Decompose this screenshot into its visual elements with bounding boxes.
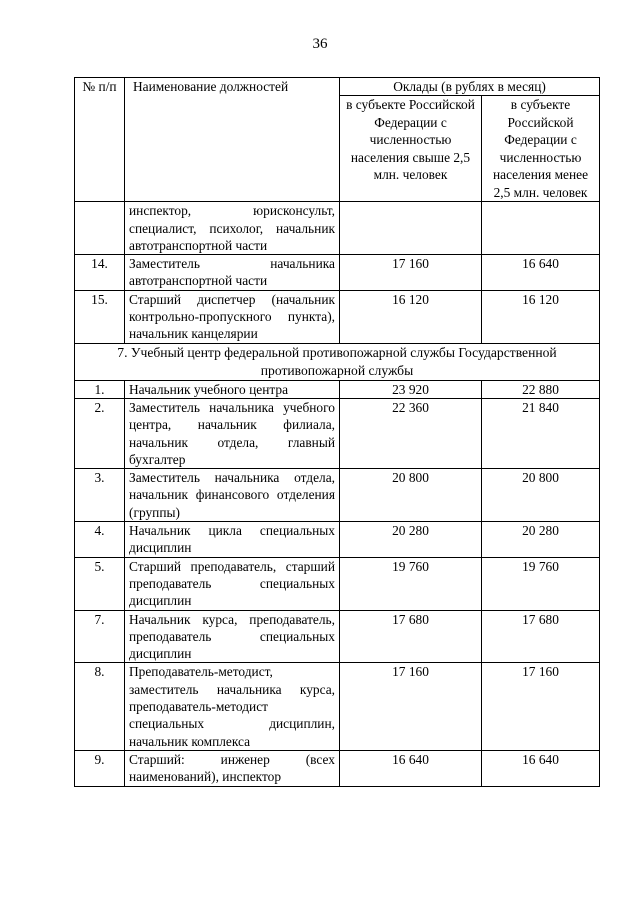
salary-table xyxy=(74,77,600,787)
row-number xyxy=(75,202,125,255)
row-salary-under: 17 680 xyxy=(482,610,600,663)
row-salary-under: 21 840 xyxy=(482,398,600,468)
table-row xyxy=(75,398,600,468)
row-position: Старший преподаватель, старший преподаватель специальных дисциплин xyxy=(125,557,340,610)
row-salary-over xyxy=(340,202,482,255)
row-position: Заместитель начальника автотранспортной части xyxy=(125,255,340,291)
row-number: 4. xyxy=(75,522,125,558)
col-header-number: № п/п xyxy=(75,78,125,202)
row-salary-under xyxy=(482,202,600,255)
table-row xyxy=(75,557,600,610)
row-salary-under: 16 640 xyxy=(482,750,600,786)
row-salary-over: 16 640 xyxy=(340,750,482,786)
table-row xyxy=(75,522,600,558)
row-number: 1. xyxy=(75,380,125,398)
row-position: Старший: инженер (всех наименований), инспектор xyxy=(125,750,340,786)
row-number: 5. xyxy=(75,557,125,610)
row-number: 8. xyxy=(75,663,125,750)
row-salary-over: 17 160 xyxy=(340,663,482,750)
row-salary-under: 19 760 xyxy=(482,557,600,610)
row-salary-under: 22 880 xyxy=(482,380,600,398)
row-number: 3. xyxy=(75,469,125,522)
row-salary-under: 16 120 xyxy=(482,290,600,343)
col-header-salary: Оклады (в рублях в месяц) xyxy=(340,78,600,96)
table-row xyxy=(75,750,600,786)
row-position: инспектор, юрисконсульт, специалист, психолог, начальник автотранспортной части xyxy=(125,202,340,255)
row-salary-over: 23 920 xyxy=(340,380,482,398)
row-position: Преподаватель-методист, заместитель начальника курса, преподаватель-методист специальных дисциплин, начальник комплекса xyxy=(125,663,340,750)
page-number: 36 xyxy=(312,36,328,52)
col-header-population-under: в субъекте Российской Федерации с численностью населения менее 2,5 млн. человек xyxy=(482,96,600,202)
table-row xyxy=(75,255,600,291)
table-row xyxy=(75,469,600,522)
table-row xyxy=(75,610,600,663)
section-row xyxy=(75,343,600,380)
row-position: Заместитель начальника учебного центра, начальник филиала, начальник отдела, главный бухгалтер xyxy=(125,398,340,468)
row-salary-under: 20 280 xyxy=(482,522,600,558)
row-position: Начальник учебного центра xyxy=(125,380,340,398)
row-salary-over: 19 760 xyxy=(340,557,482,610)
col-header-position: Наименование должностей xyxy=(125,78,340,202)
row-number: 15. xyxy=(75,290,125,343)
row-position: Заместитель начальника отдела, начальник финансового отделения (группы) xyxy=(125,469,340,522)
row-salary-over: 22 360 xyxy=(340,398,482,468)
row-position: Начальник курса, преподаватель, преподаватель специальных дисциплин xyxy=(125,610,340,663)
row-salary-over: 16 120 xyxy=(340,290,482,343)
row-salary-over: 20 280 xyxy=(340,522,482,558)
row-salary-over: 17 680 xyxy=(340,610,482,663)
section-title: 7. Учебный центр федеральной противопожарной службы Государственной противопожарной службы xyxy=(75,343,600,380)
row-number: 2. xyxy=(75,398,125,468)
row-number: 9. xyxy=(75,750,125,786)
row-number: 14. xyxy=(75,255,125,291)
table-row xyxy=(75,290,600,343)
table-row xyxy=(75,202,600,255)
row-salary-over: 17 160 xyxy=(340,255,482,291)
row-position: Начальник цикла специальных дисциплин xyxy=(125,522,340,558)
row-number: 7. xyxy=(75,610,125,663)
row-salary-under: 16 640 xyxy=(482,255,600,291)
row-position: Старший диспетчер (начальник контрольно-пропускного пункта), начальник канцелярии xyxy=(125,290,340,343)
table-row xyxy=(75,663,600,750)
table-header-row xyxy=(75,78,600,96)
row-salary-under: 17 160 xyxy=(482,663,600,750)
row-salary-over: 20 800 xyxy=(340,469,482,522)
col-header-population-over: в субъекте Российской Федерации с численностью населения свыше 2,5 млн. человек xyxy=(340,96,482,202)
row-salary-under: 20 800 xyxy=(482,469,600,522)
table-row xyxy=(75,380,600,398)
